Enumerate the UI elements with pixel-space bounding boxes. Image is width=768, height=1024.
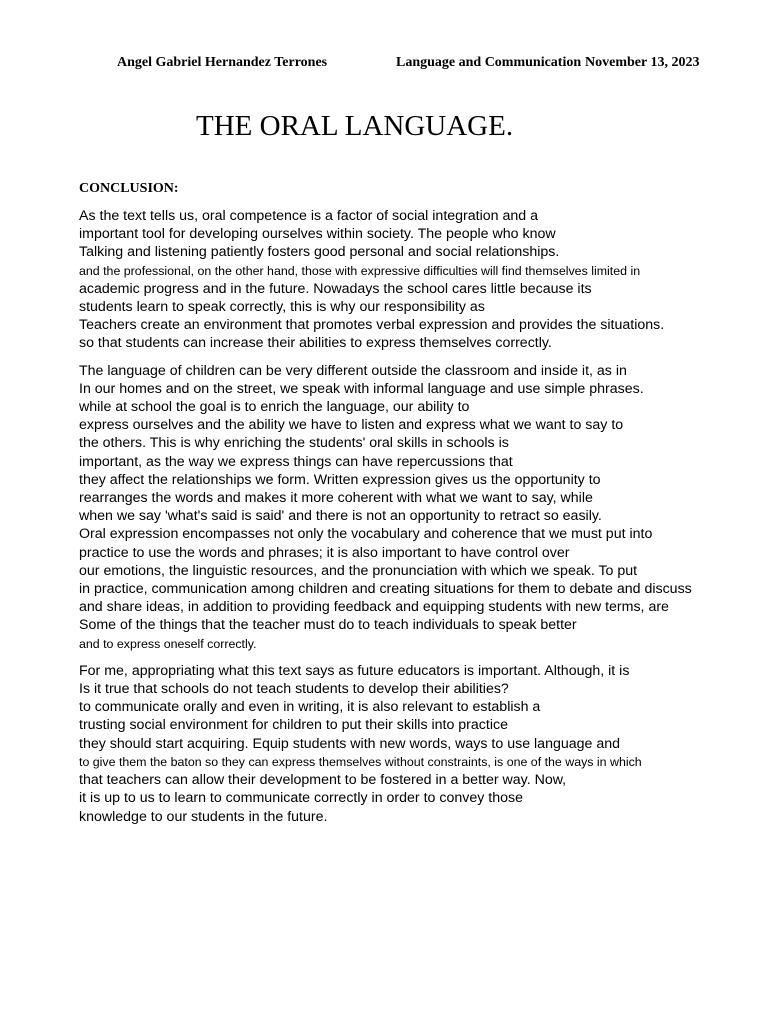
paragraph-line: important, as the way we express things can have repercussions that <box>79 453 513 470</box>
paragraph-line: Oral expression encompasses not only the vocabulary and coherence that we must put into <box>79 526 653 543</box>
paragraph-line: and to express oneself correctly. <box>79 636 257 651</box>
paragraph-line: when we say 'what's said is said' and there is not an opportunity to retract so easily. <box>79 508 602 525</box>
paragraph-line: and share ideas, in addition to providing feedback and equipping students with new terms, are <box>79 599 669 616</box>
paragraph-line: while at school the goal is to enrich the language, our ability to <box>79 399 470 416</box>
paragraph-line: Some of the things that the teacher must do to teach individuals to speak better <box>79 617 577 634</box>
paragraph-line: express ourselves and the ability we have to listen and express what we want to say to <box>79 417 624 434</box>
paragraph-line: to give them the baton so they can express themselves without constraints, is one of the ways in which <box>79 754 642 769</box>
paragraph-line: For me, appropriating what this text says as future educators is important. Although, it is <box>79 662 630 679</box>
paragraph-line: rearranges the words and makes it more coherent with what we want to say, while <box>79 490 593 507</box>
paragraph-line: our emotions, the linguistic resources, and the pronunciation with which we speak. To put <box>79 562 638 579</box>
paragraph-line: Is it true that schools do not teach students to develop their abilities? <box>79 681 509 698</box>
paragraph-line: so that students can increase their abilities to express themselves correctly. <box>79 335 552 352</box>
paragraph-line: practice to use the words and phrases; it is also important to have control over <box>79 544 570 561</box>
document-date: November 13, 2023 <box>585 55 700 70</box>
paragraph-2 <box>79 362 739 653</box>
paragraph-line: As the text tells us, oral competence is a factor of social integration and a <box>79 208 538 224</box>
paragraph-line: trusting social environment for children to put their skills into practice <box>79 717 508 734</box>
paragraph-1 <box>79 207 739 353</box>
paragraph-3 <box>79 662 739 826</box>
paragraph-line: students learn to speak correctly, this is why our responsibility as <box>79 299 485 316</box>
paragraph-line: Teachers create an environment that promotes verbal expression and provides the situations. <box>79 317 665 334</box>
paragraph-line: they affect the relationships we form. Written expression gives us the opportunity to <box>79 471 601 488</box>
body-text <box>79 207 739 835</box>
paragraph-line: in practice, communication among children and creating situations for them to debate and discuss <box>79 581 692 598</box>
paragraph-line: it is up to us to learn to communicate correctly in order to convey those <box>79 790 523 807</box>
paragraph-line: and the professional, on the other hand, those with expressive difficulties will find themselves limited in <box>79 263 641 278</box>
author-name: Angel Gabriel Hernandez Terrones <box>117 55 328 70</box>
paragraph-line: that teachers can allow their development to be fostered in a better way. Now, <box>79 772 567 789</box>
paragraph-line: academic progress and in the future. Nowadays the school cares little because its <box>79 280 592 297</box>
paragraph-line: important tool for developing ourselves within society. The people who know <box>79 226 556 243</box>
paragraph-line: Talking and listening patiently fosters good personal and social relationships. <box>79 244 560 261</box>
course-name: Language and Communication <box>396 55 582 70</box>
paragraph-line: they should start acquiring. Equip students with new words, ways to use language and <box>79 735 621 752</box>
paragraph-line: knowledge to our students in the future. <box>79 808 328 825</box>
paragraph-line: In our homes and on the street, we speak with informal language and use simple phrases. <box>79 380 644 397</box>
paragraph-line: to communicate orally and even in writing, it is also relevant to establish a <box>79 699 541 716</box>
document-title: THE ORAL LANGUAGE. <box>196 110 514 142</box>
paragraph-line: The language of children can be very different outside the classroom and inside it, as in <box>79 362 627 379</box>
section-heading: CONCLUSION: <box>79 181 179 196</box>
paragraph-line: the others. This is why enriching the students' oral skills in schools is <box>79 435 509 452</box>
